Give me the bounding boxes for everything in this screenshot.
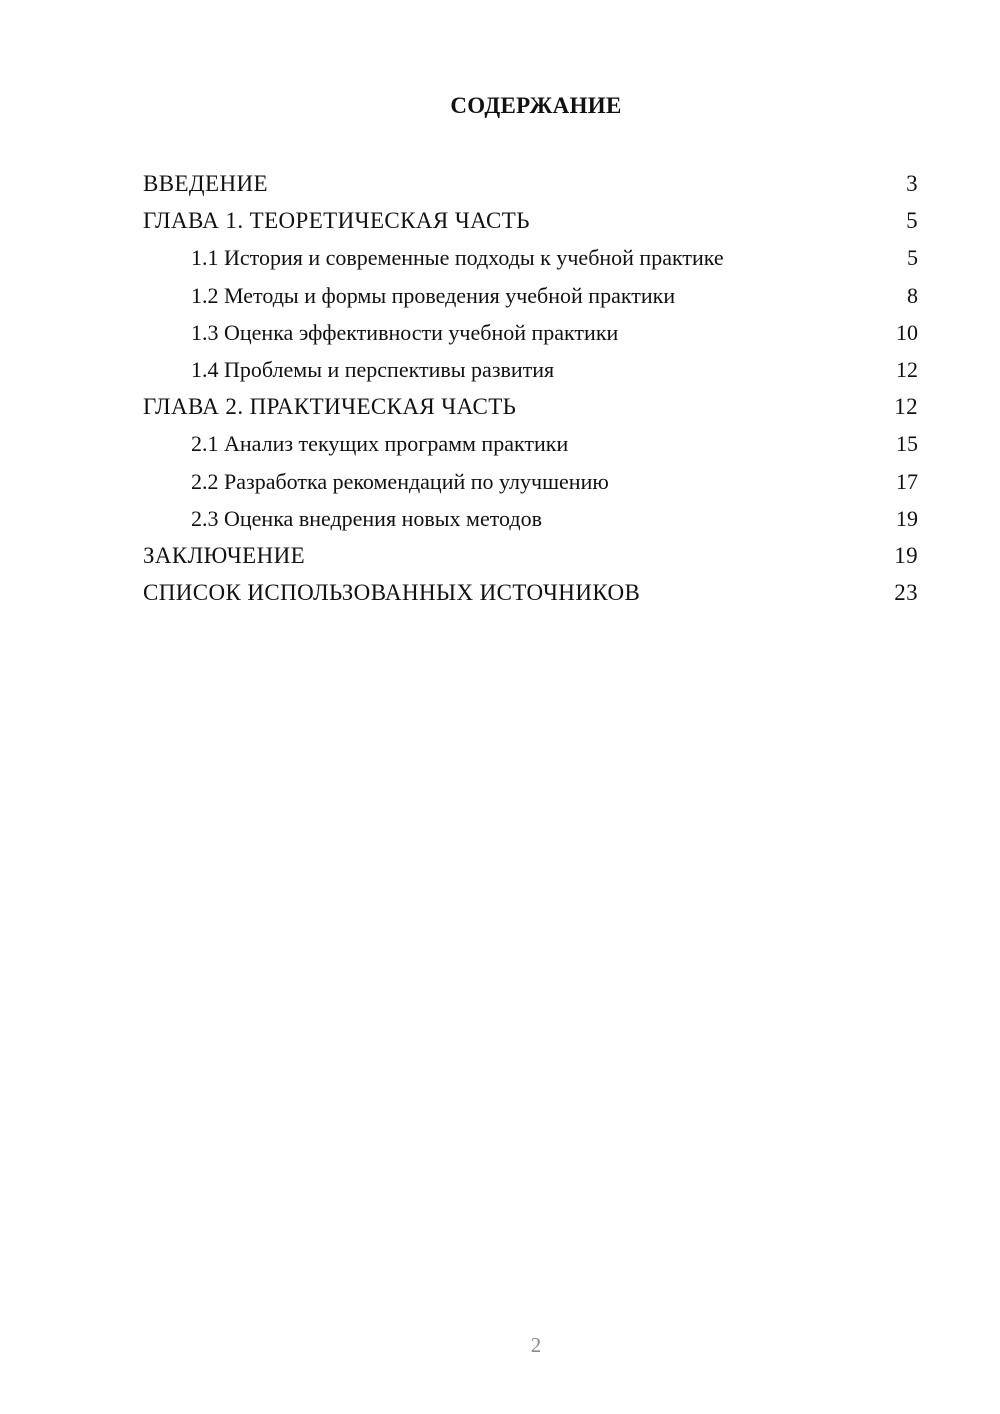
page-number: 2 bbox=[530, 1333, 542, 1357]
toc-entry-label: 2.1 Анализ текущих программ практики bbox=[191, 431, 569, 457]
toc-entry-page: 19 bbox=[894, 542, 918, 568]
toc-entry-label: ВВЕДЕНИЕ bbox=[143, 171, 268, 196]
toc-entry-page: 23 bbox=[894, 580, 918, 606]
toc-entry-page: 15 bbox=[896, 431, 918, 457]
toc-entry-label: 2.2 Разработка рекомендаций по улучшению bbox=[191, 468, 609, 494]
toc-entry-label: 1.4 Проблемы и перспективы развития bbox=[191, 356, 555, 382]
toc-entry-section-1-3[interactable] bbox=[143, 317, 918, 354]
toc-entry-section-1-1[interactable] bbox=[143, 242, 918, 279]
toc-entry-page: 10 bbox=[896, 319, 918, 345]
toc-entry-label: 2.3 Оценка внедрения новых методов bbox=[191, 505, 542, 531]
toc-entry-page: 12 bbox=[894, 394, 918, 420]
toc-entry-chapter-2[interactable] bbox=[143, 391, 918, 428]
toc-entry-section-1-4[interactable] bbox=[143, 354, 918, 391]
toc-entry-label: ЗАКЛЮЧЕНИЕ bbox=[143, 542, 306, 568]
toc-entry-page: 3 bbox=[906, 171, 918, 196]
toc-entry-conclusion[interactable] bbox=[143, 540, 918, 577]
toc-entry-page: 17 bbox=[896, 468, 918, 494]
toc-entry-section-2-2[interactable] bbox=[143, 466, 918, 503]
toc-entry-label: 1.2 Методы и формы проведения учебной практики bbox=[191, 282, 676, 308]
toc-entry-chapter-1[interactable] bbox=[143, 205, 918, 242]
toc-entry-label: ГЛАВА 2. ПРАКТИЧЕСКАЯ ЧАСТЬ bbox=[143, 394, 517, 420]
toc-entry-page: 8 bbox=[907, 282, 918, 308]
toc-entry-label: ГЛАВА 1. ТЕОРЕТИЧЕСКАЯ ЧАСТЬ bbox=[143, 208, 530, 234]
toc-entry-label: 1.3 Оценка эффективности учебной практики bbox=[191, 319, 619, 345]
toc-entry-section-2-3[interactable] bbox=[143, 503, 918, 540]
toc-entry-label: 1.1 История и современные подходы к учебной практике bbox=[191, 245, 724, 271]
toc-entry-page: 5 bbox=[906, 208, 918, 234]
toc-entry-label: СПИСОК ИСПОЛЬЗОВАННЫХ ИСТОЧНИКОВ bbox=[143, 580, 641, 606]
toc-entry-section-1-2[interactable] bbox=[143, 280, 918, 317]
toc-entry-page: 5 bbox=[907, 245, 918, 271]
toc-entry-page: 12 bbox=[896, 356, 918, 382]
toc-entry-introduction[interactable] bbox=[143, 168, 918, 205]
toc-entry-page: 19 bbox=[896, 505, 918, 531]
table-of-contents bbox=[143, 168, 918, 614]
toc-entry-references[interactable] bbox=[143, 577, 918, 614]
toc-entry-section-2-1[interactable] bbox=[143, 428, 918, 465]
page-title: СОДЕРЖАНИЕ bbox=[450, 93, 622, 118]
